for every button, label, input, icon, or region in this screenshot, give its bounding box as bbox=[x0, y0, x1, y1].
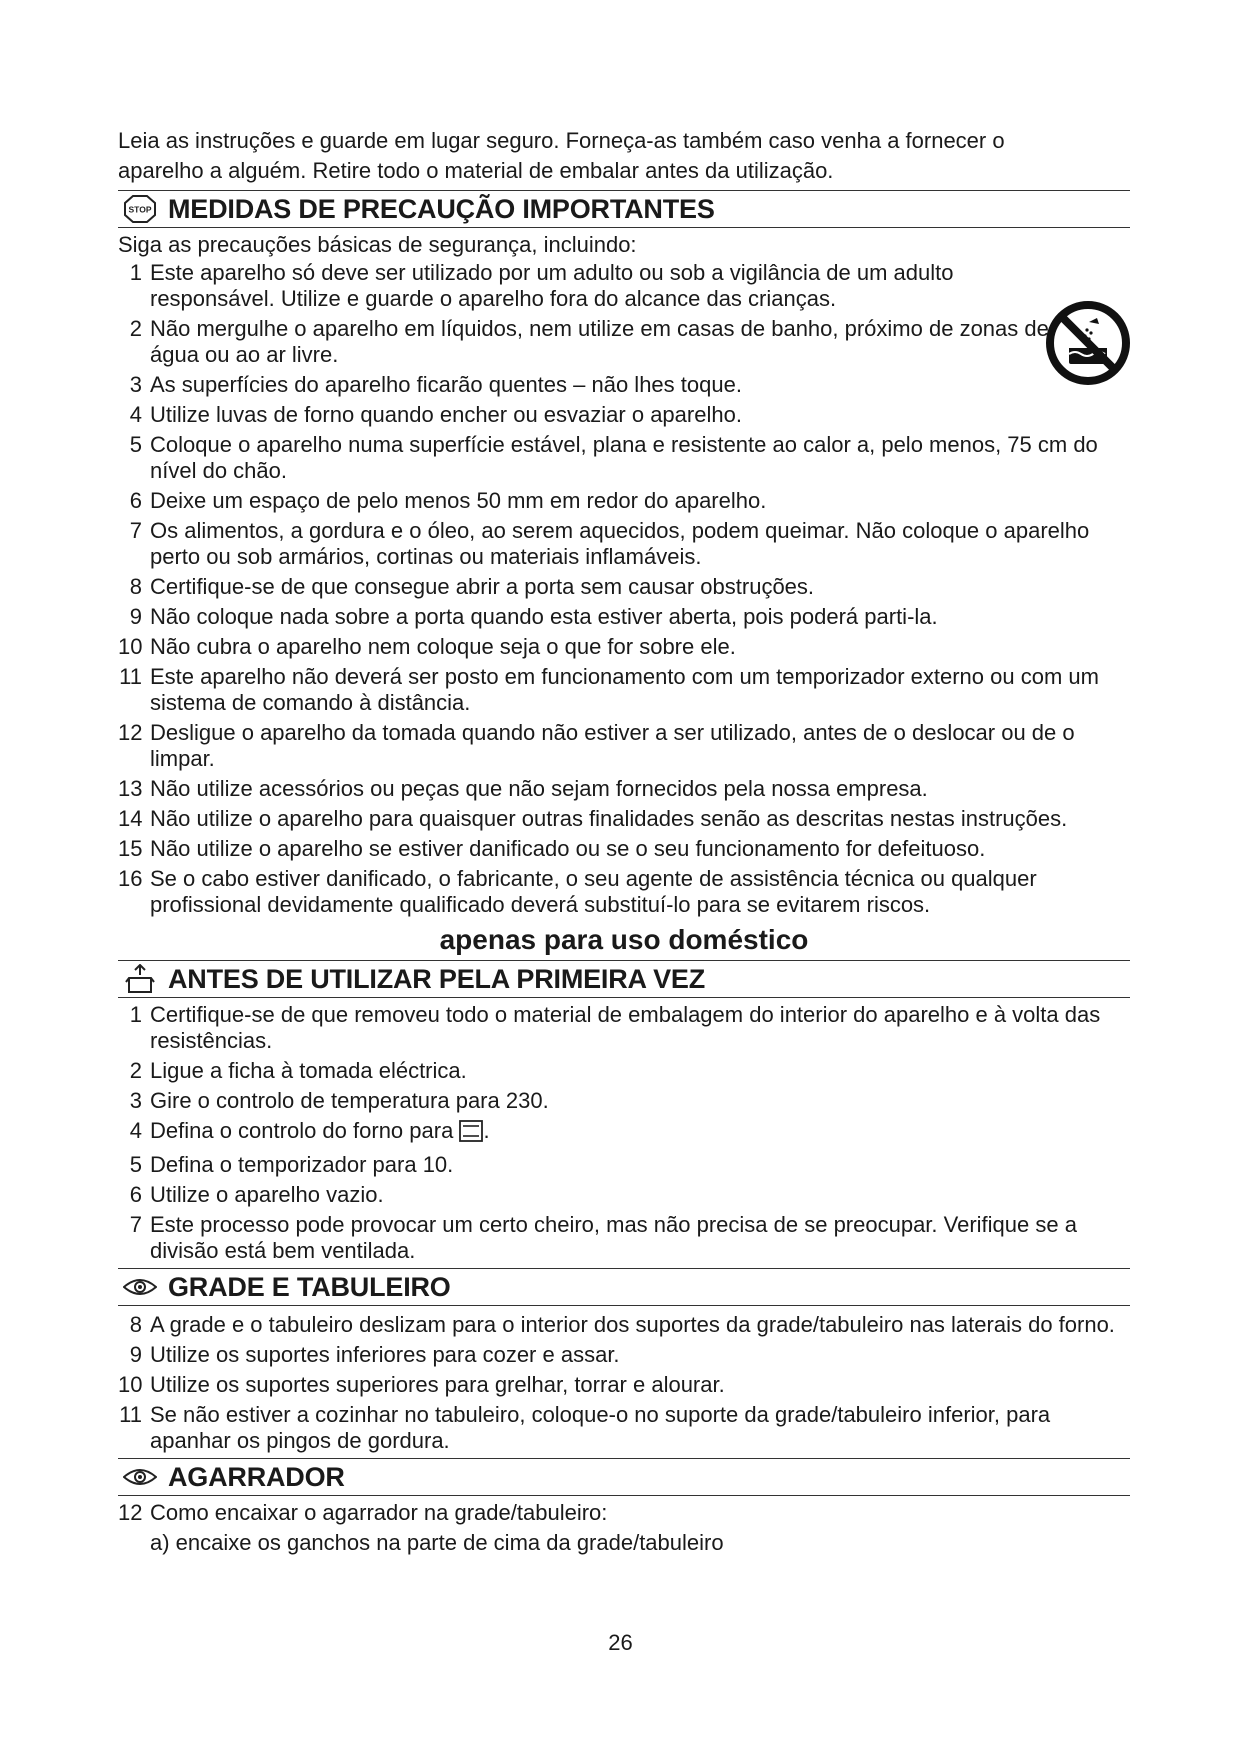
precautions-lead: Siga as precauções básicas de segurança, incluindo: bbox=[118, 232, 637, 257]
list-item: 2 Ligue a ficha à tomada eléctrica. bbox=[129, 1058, 467, 1083]
list-item: 15 Não utilize o aparelho se estiver danificado ou se o seu funcionamento for defeituoso. bbox=[118, 836, 986, 861]
domestic-use-note: apenas para uso doméstico bbox=[439, 924, 809, 955]
sub-step-a: a) encaixe os ganchos na parte de cima da grade/tabuleiro bbox=[150, 1530, 724, 1555]
list-item: 12 Como encaixar o agarrador na grade/tabuleiro: bbox=[118, 1500, 608, 1525]
intro-line-2: aparelho a alguém. Retire todo o material de embalar antes da utilização. bbox=[118, 158, 834, 183]
first-use-list bbox=[118, 1002, 1130, 1264]
list-item: 14 Não utilize o aparelho para quaisquer outras finalidades senão as descritas nestas instruções. bbox=[118, 806, 1068, 831]
list-item: 6 Deixe um espaço de pelo menos 50 mm em redor do aparelho. bbox=[129, 488, 767, 513]
list-item: 7 Este processo pode provocar um certo cheiro, mas não precisa de se preocupar. Verifique se a divisão está bem ventilada. bbox=[129, 1212, 1077, 1263]
list-item: 9 Não coloque nada sobre a porta quando esta estiver aberta, pois poderá parti-la. bbox=[129, 604, 938, 629]
no-water-bathroom-icon bbox=[1045, 300, 1131, 386]
list-item: 16 Se o cabo estiver danificado, o fabricante, o seu agente de assistência técnica ou qualquer profissional devidamente qualificado deverá substituí-lo para se evitarem riscos. bbox=[118, 866, 1037, 917]
list-item: 5 Coloque o aparelho numa superfície estável, plana e resistente ao calor a, pelo menos, 75 cm do nível do chão. bbox=[129, 432, 1098, 483]
section-title: ANTES DE UTILIZAR PELA PRIMEIRA VEZ bbox=[168, 963, 706, 994]
section-header-rack bbox=[118, 1268, 1130, 1306]
intro-line-1: Leia as instruções e guarde em lugar seguro. Forneça-as também caso venha a fornecer o bbox=[118, 128, 1005, 153]
list-item: 8 A grade e o tabuleiro deslizam para o interior dos suportes da grade/tabuleiro nas laterais do forno. bbox=[129, 1312, 1115, 1337]
stop-icon bbox=[122, 194, 158, 224]
section-title: AGARRADOR bbox=[168, 1461, 345, 1492]
list-item: 1 Este aparelho só deve ser utilizado por um adulto ou sob a vigilância de um adulto responsável. Utilize e guarde o aparelho fora do alcance das crianças. bbox=[129, 260, 954, 311]
list-item: 10 Utilize os suportes superiores para grelhar, torrar e alourar. bbox=[118, 1372, 725, 1397]
list-item: 10 Não cubra o aparelho nem coloque seja o que for sobre ele. bbox=[118, 634, 736, 659]
list-item: 3 Gire o controlo de temperatura para 230. bbox=[129, 1088, 549, 1113]
unpack-box-icon bbox=[122, 964, 158, 994]
list-item: 7 Os alimentos, a gordura e o óleo, ao serem aquecidos, podem queimar. Não coloque o aparelho perto ou sob armários, cortinas ou materiais inflamáveis. bbox=[129, 518, 1090, 569]
oven-mode-icon bbox=[459, 1120, 483, 1148]
list-item: 6 Utilize o aparelho vazio. bbox=[129, 1182, 384, 1207]
list-item: 2 Não mergulhe o aparelho em líquidos, nem utilize em casas de banho, próximo de zonas de água ou ao ar livre. bbox=[129, 316, 1049, 367]
list-item: 4 Utilize luvas de forno quando encher ou esvaziar o aparelho. bbox=[129, 402, 742, 427]
list-item: 9 Utilize os suportes inferiores para cozer e assar. bbox=[129, 1342, 620, 1367]
section-title: MEDIDAS DE PRECAUÇÃO IMPORTANTES bbox=[168, 193, 715, 224]
eye-icon bbox=[122, 1462, 158, 1492]
section-header-handle bbox=[118, 1458, 1130, 1496]
svg-text:STOP: STOP bbox=[128, 204, 152, 215]
manual-page bbox=[118, 126, 1130, 1556]
eye-icon bbox=[122, 1272, 158, 1302]
list-item: 4 Defina o controlo do forno para . bbox=[118, 1118, 1130, 1148]
list-item: 1 Certifique-se de que removeu todo o material de embalagem do interior do aparelho e à volta das resistências. bbox=[129, 1002, 1101, 1053]
list-item: 12 Desligue o aparelho da tomada quando não estiver a ser utilizado, antes de o deslocar ou de o limpar. bbox=[118, 720, 1075, 771]
intro bbox=[118, 126, 1130, 186]
section-header-precautions bbox=[118, 190, 1130, 228]
list-item: 3 As superfícies do aparelho ficarão quentes – não lhes toque. bbox=[129, 372, 742, 397]
page-number: 26 bbox=[608, 1630, 633, 1655]
list-item: 11 Se não estiver a cozinhar no tabuleiro, coloque-o no suporte da grade/tabuleiro inferior, para apanhar os pingos de gordura. bbox=[119, 1402, 1051, 1453]
precautions-list bbox=[118, 260, 1130, 918]
list-item: 13 Não utilize acessórios ou peças que não sejam fornecidos pela nossa empresa. bbox=[118, 776, 928, 801]
handle-list bbox=[118, 1500, 1130, 1526]
list-item: 8 Certifique-se de que consegue abrir a porta sem causar obstruções. bbox=[129, 574, 815, 599]
section-header-first-use bbox=[118, 960, 1130, 998]
list-item: 11 Este aparelho não deverá ser posto em funcionamento com um temporizador externo ou com um sistema de comando à distância. bbox=[119, 664, 1099, 715]
section-title: GRADE E TABULEIRO bbox=[168, 1271, 451, 1302]
rack-list bbox=[118, 1312, 1130, 1454]
list-item: 5 Defina o temporizador para 10. bbox=[129, 1152, 454, 1177]
